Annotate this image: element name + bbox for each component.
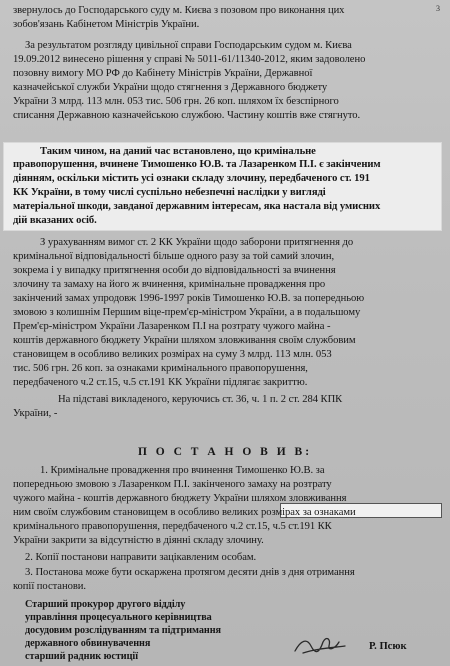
text-line: КК України, в тому числі суспільно небезпечні наслідки у вигляді (13, 187, 326, 198)
text-line: 19.09.2012 винесено рішення у справі № 5011-61/11340-2012, яким задоволено (13, 54, 366, 65)
text-line: На підставі викладеного, керуючись ст. 36, ч. 1 п. 2 ст. 284 КПК (58, 394, 343, 405)
text-line: України, - (13, 408, 58, 419)
text-line: За результатом розгляду цивільної справи Господарським судом м. Києва (25, 40, 352, 51)
page-number: 3 (436, 4, 440, 13)
text-line: З урахуванням вимог ст. 2 КК України щодо заборони притягнення до (40, 237, 354, 248)
text-line: України 3 млрд. 113 млн. 053 тис. 506 грн. 26 коп. шляхом їх безспірного (13, 96, 339, 107)
text-line: становищем в особливо великих розмірах на суму 3 млрд. 113 млн. 053 (13, 349, 332, 360)
resolution-line: 1. Кримінальне провадження про вчинення Тимошенко Ю.В. за (40, 465, 325, 476)
text-line: закінчений замах упродовж 1996-1997 років Тимошенко Ю.В. за попередньою (13, 293, 365, 304)
resolution-line: 2. Копії постанови направити зацікавленим особам. (25, 552, 257, 563)
signatory-title-line: управління процесуального керівництва (25, 612, 212, 623)
text-line: дій вказаних осіб. (13, 215, 97, 226)
signatory-title-line: державного обвинувачення (25, 638, 151, 649)
text-line: зокрема і у випадку притягнення особи до відповідальності за вчинення (13, 265, 336, 276)
signatory-title-line: досудовим розслідуванням та підтримання (25, 625, 221, 636)
resolution-title: П О С Т А Н О В И В: (137, 446, 313, 458)
text-line: злочину та замаху на його ж вчинення, кримінальне провадження про (13, 279, 326, 290)
text-line: списання Державною казначейською службою. Частину коштів вже стягнуто. (13, 110, 361, 121)
handwritten-signature (293, 634, 347, 656)
text-line: правопорушення, вчинене Тимошенко Ю.В. та Лазаренком П.І. є закінченим (13, 159, 381, 170)
resolution-line: ним своїм службовим становищем в особливо великих розмірах за ознаками (13, 507, 356, 518)
text-line: позовну вимогу МО РФ до Кабінету Міністрів України, Державної (13, 68, 313, 79)
resolution-line: чужого майна - коштів державного бюджету України шляхом зловживання (13, 493, 347, 504)
resolution-line: попередньою змовою з Лазаренком П.І. закінченого замаху на розтрату (13, 479, 332, 490)
resolution-line: копії постанови. (13, 581, 86, 592)
text-line: Таким чином, на даний час встановлено, що кримінальне (40, 146, 316, 157)
text-line: зобов'язань Кабінетом Міністрів України. (13, 19, 200, 30)
resolution-line: України закрити за відсутністю в діянні складу злочину. (13, 535, 264, 546)
text-line: казначейської служби України щодо стягнення з Державного бюджету (13, 82, 328, 93)
text-line: передбаченого ч.2 ст.15, ч.5 ст.191 КК України підлягає закриттю. (13, 377, 308, 388)
signatory-title-line: старший радник юстиції (25, 651, 138, 662)
text-line: діянням, оскільки містить усі ознаки складу злочину, передбаченого ст. 191 (13, 173, 370, 184)
text-line: матеріальної шкоди, завданої державним інтересам, яка настала від умисних (13, 201, 381, 212)
resolution-line: 3. Постанова може бути оскаржена протягом десяти днів з дня отримання (25, 567, 355, 578)
text-line: кримінальної відповідальності більше одного разу за той самий злочин, (13, 251, 335, 262)
signatory-title-line: Старший прокурор другого відділу (25, 599, 186, 610)
text-line: змовою з колишнім Першим віце-прем'єр-міністром України, а в подальшому (13, 307, 361, 318)
text-line: коштів державного бюджету України шляхом зловживання своїм службовим (13, 335, 356, 346)
resolution-line: кримінального правопорушення, передбаченого ч.2 ст.15, ч.5 ст.191 КК (13, 521, 332, 532)
signer-name: Р. Псюк (369, 641, 407, 652)
text-line: звернулось до Господарського суду м. Києва з позовом про виконання цих (13, 5, 345, 16)
text-line: тис. 506 грн. 26 коп. за ознаками кримінального правопорушення, (13, 363, 308, 374)
text-line: Прем'єр-міністром України Лазаренком П.І на розтрату чужого майна - (13, 321, 331, 332)
